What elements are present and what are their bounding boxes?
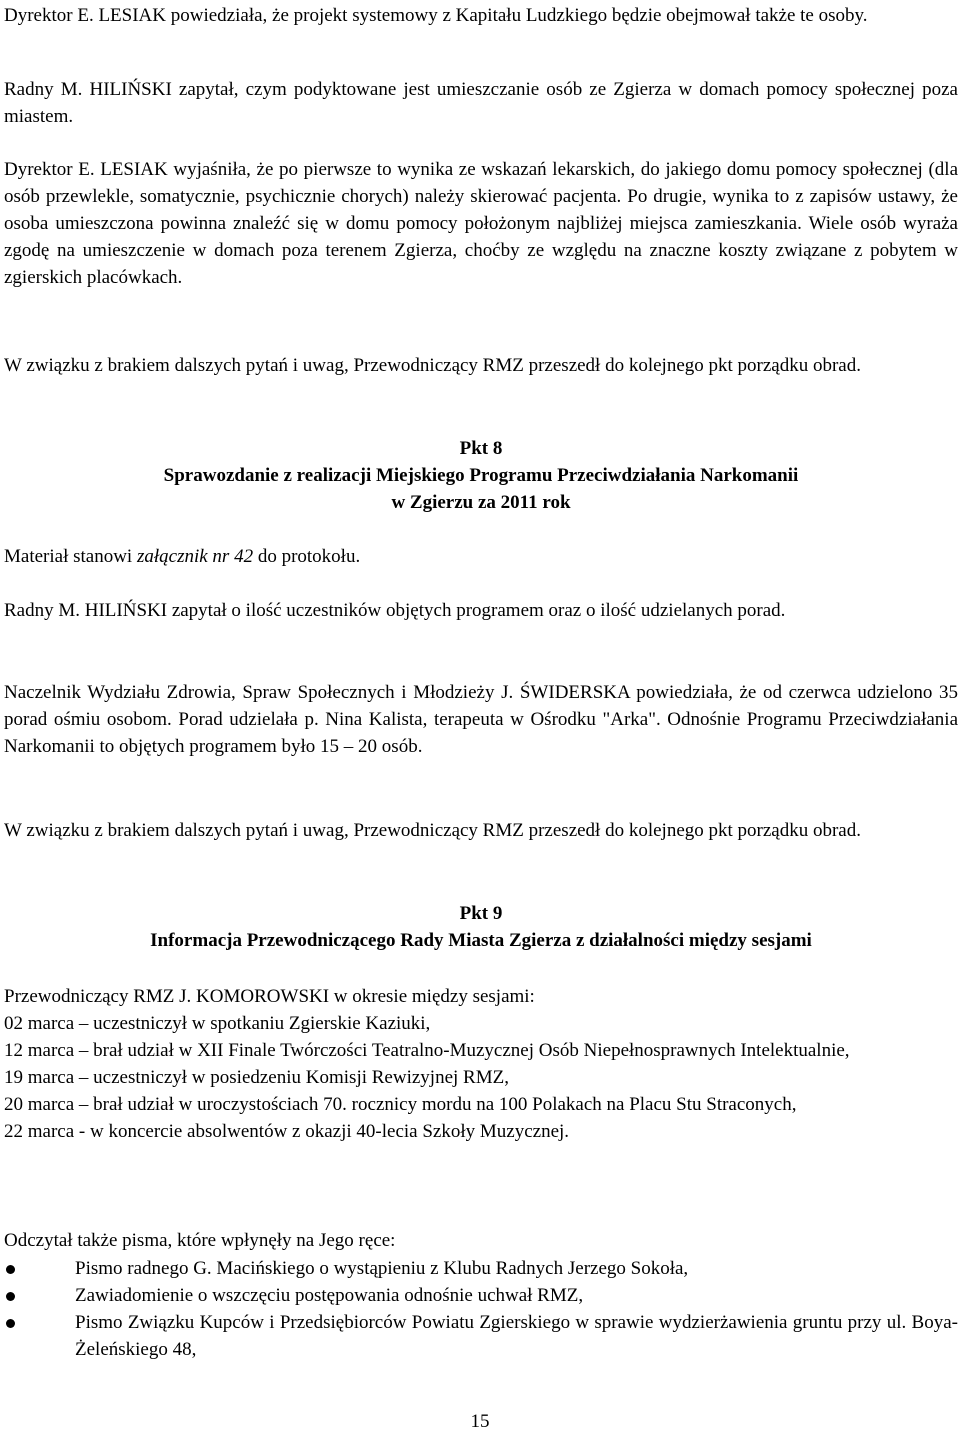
paragraph-lesiak-2: Dyrektor E. LESIAK wyjaśniła, że po pierwsze to wynika ze wskazań lekarskich, do jakiego domu pomocy społecznej (dla osób przewlekle, somatycznie, psychicznie chorych) należy skierować pacjenta. Po drugie, wynika to z zapisów ustawy, że osoba umieszczona powinna znaleźć się w domu pomocy położonym najbliżej miejsca zamieszkania. Wiele osób wyraża zgodę na umieszczenie w domach poza terenem Zgierza, choćby ze względu na znaczne koszty związane z pobytem w zgierskich placówkach. — [4, 159, 958, 288]
paragraph-lesiak-1: Dyrektor E. LESIAK powiedziała, że projekt systemowy z Kapitału Ludzkiego będzie obejmował także te osoby. — [4, 5, 868, 26]
paragraph-hilinski-1: Radny M. HILIŃSKI zapytał, czym podyktowane jest umieszczanie osób ze Zgierza w domach pomocy społecznej poza miastem. — [4, 79, 958, 127]
event-item: 19 marca – uczestniczył w posiedzeniu Komisji Rewizyjnej RMZ, — [4, 1067, 509, 1088]
material-text: Materiał stanowi — [4, 546, 137, 567]
letter-text: Pismo Związku Kupców i Przedsiębiorców Powiatu Zgierskiego w sprawie wydzierżawienia gruntu przy ul. Boya-Żeleńskiego 48, — [75, 1312, 958, 1360]
paragraph-letters-intro: Odczytał także pisma, które wpłynęły na Jego ręce: — [4, 1230, 396, 1251]
event-item: 20 marca – brał udział w uroczystościach 70. rocznicy mordu na 100 Polakach na Placu Stu Straconych, — [4, 1094, 797, 1115]
paragraph-komorowski: Przewodniczący RMZ J. KOMOROWSKI w okresie między sesjami: — [4, 986, 535, 1007]
paragraph-transition-2: W związku z brakiem dalszych pytań i uwag, Przewodniczący RMZ przeszedł do kolejnego pkt porządku obrad. — [4, 820, 861, 841]
letters-list — [4, 1255, 958, 1363]
paragraph-swiderska: Naczelnik Wydziału Zdrowia, Spraw Społecznych i Młodzieży J. ŚWIDERSKA powiedziała, że od czerwca udzielono 35 porad ośmiu osobom. Porad udzielała p. Nina Kalista, terapeuta w Ośrodku "Arka". Odnośnie Programu Przeciwdziałania Narkomanii to objętych programem było 15 – 20 osób. — [4, 682, 958, 757]
bullet-icon — [6, 1292, 15, 1301]
paragraph-hilinski-2: Radny M. HILIŃSKI zapytał o ilość uczestników objętych programem oraz o ilość udzielanych porad. — [4, 600, 786, 621]
letter-item — [4, 1309, 958, 1363]
bullet-icon — [6, 1319, 15, 1328]
page-number: 15 — [470, 1411, 490, 1432]
bullet-icon — [6, 1265, 15, 1274]
letter-text: Pismo radnego G. Macińskiego o wystąpieniu z Klubu Radnych Jerzego Sokoła, — [75, 1258, 689, 1279]
event-item: 12 marca – brał udział w XII Finale Twórczości Teatralno-Muzycznej Osób Niepełnosprawnych Intelektualnie, — [4, 1040, 850, 1061]
events-list — [4, 1010, 958, 1145]
pkt9-heading — [4, 900, 958, 954]
pkt8-title-line1: Sprawozdanie z realizacji Miejskiego Programu Przeciwdziałania Narkomanii — [163, 465, 799, 486]
event-item: 02 marca – uczestniczył w spotkaniu Zgierskie Kaziuki, — [4, 1013, 431, 1034]
attachment-reference: załącznik nr 42 — [136, 546, 254, 567]
letter-text: Zawiadomienie o wszczęciu postępowania odnośnie uchwał RMZ, — [75, 1285, 584, 1306]
event-item: 22 marca - w koncercie absolwentów z okazji 40-lecia Szkoły Muzycznej. — [4, 1121, 570, 1142]
letter-item — [4, 1255, 958, 1282]
letter-item — [4, 1282, 958, 1309]
paragraph-transition-1: W związku z brakiem dalszych pytań i uwag, Przewodniczący RMZ przeszedł do kolejnego pkt porządku obrad. — [4, 355, 861, 376]
pkt8-heading — [4, 435, 958, 516]
pkt8-title-line2: w Zgierzu za 2011 rok — [391, 492, 571, 513]
pkt9-title: Informacja Przewodniczącego Rady Miasta Zgierza z działalności między sesjami — [150, 930, 812, 951]
material-text-end: do protokołu. — [253, 546, 361, 567]
pkt9-number: Pkt 9 — [459, 903, 503, 924]
pkt8-number: Pkt 8 — [459, 438, 503, 459]
paragraph-material — [4, 543, 958, 570]
